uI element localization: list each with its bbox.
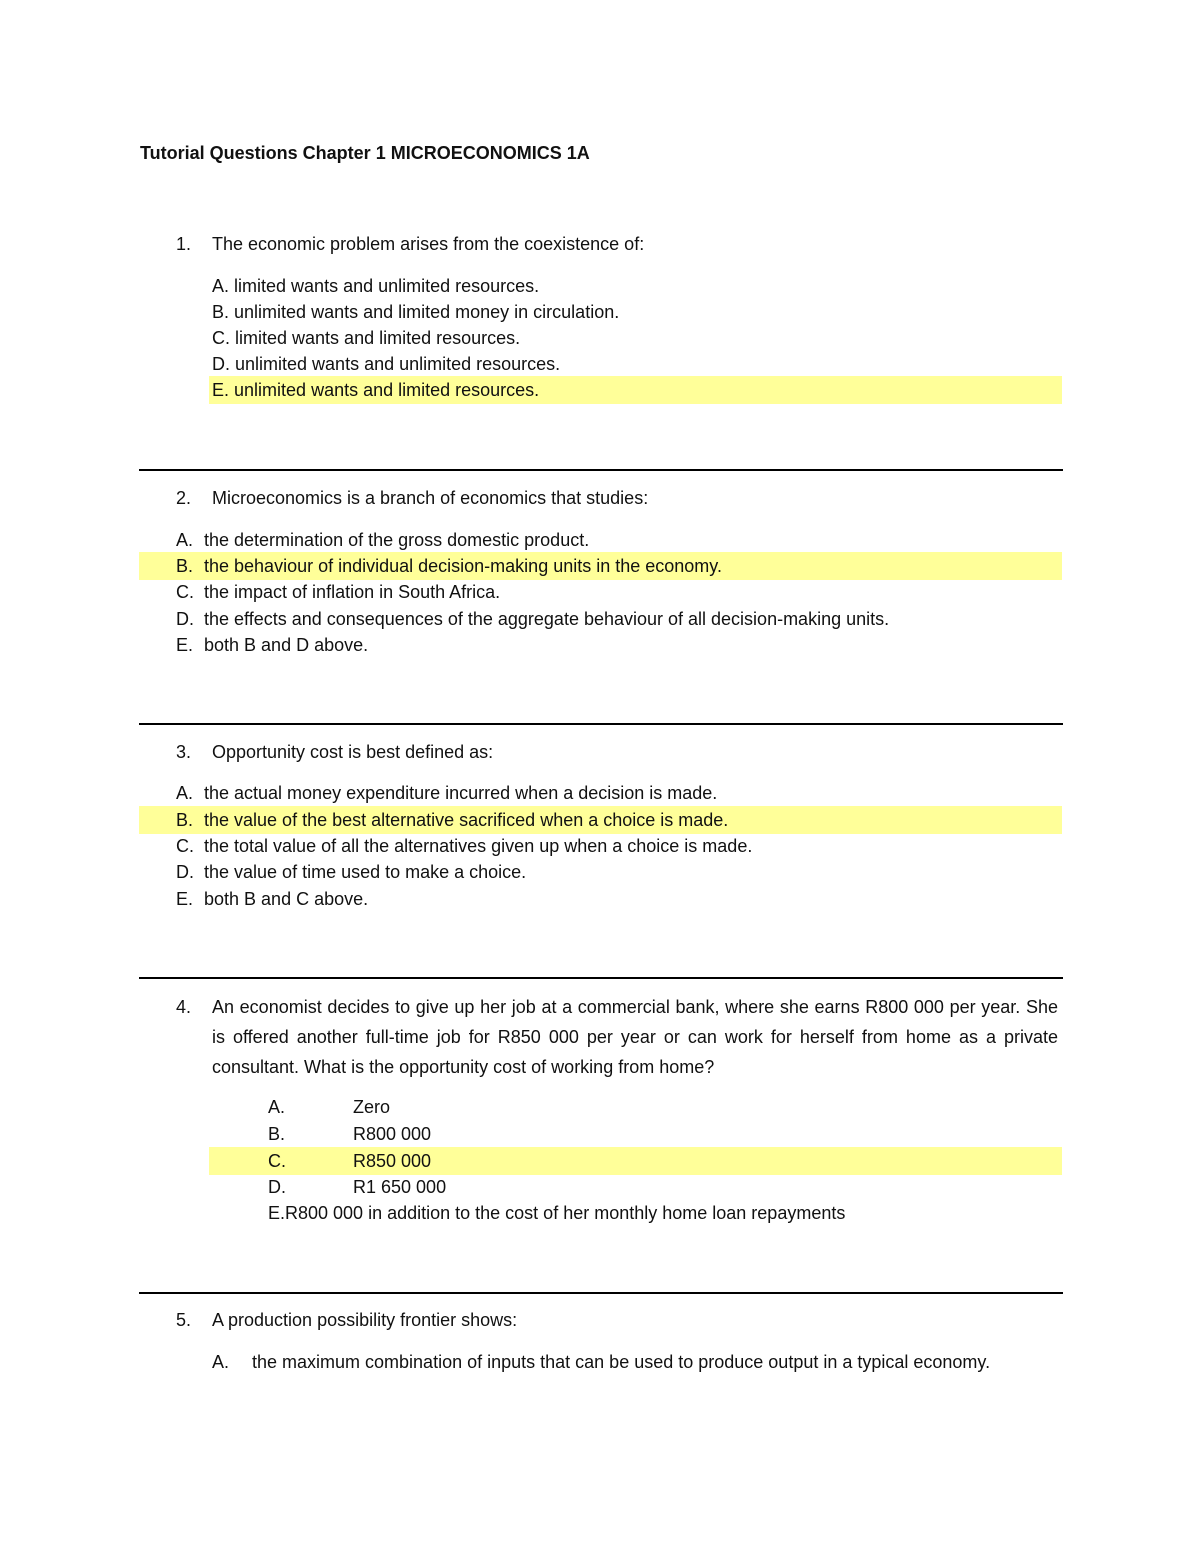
answer-option-correct: B. the behaviour of individual decision-making units in the economy.	[176, 556, 722, 576]
question-text: Microeconomics is a branch of economics that studies:	[212, 488, 649, 508]
answer-option-text: R800 000	[353, 1124, 432, 1144]
answer-option-letter: B.	[268, 1124, 286, 1144]
answer-option: A. the actual money expenditure incurred when a decision is made.	[176, 783, 718, 803]
question-text: A production possibility frontier shows:	[212, 1310, 518, 1330]
answer-option: D. the effects and consequences of the aggregate behaviour of all decision-making units.	[176, 609, 890, 629]
answer-option: D. unlimited wants and unlimited resources.	[212, 354, 561, 374]
question-number: 4.	[176, 997, 192, 1017]
question-text: Opportunity cost is best defined as:	[212, 742, 494, 762]
question-text: The economic problem arises from the coexistence of:	[212, 234, 645, 254]
question-number: 3.	[176, 742, 192, 762]
answer-option-letter-correct: C.	[268, 1151, 286, 1171]
question-text: An economist decides to give up her job at a commercial bank, where she earns R800 000 per year. She is offered another full-time job for R850 000 per year or can work for herself from home as a private consultant. What is the opportunity cost of working from home?	[212, 997, 1058, 1077]
answer-highlight	[209, 1147, 1062, 1175]
answer-option: A. limited wants and unlimited resources.	[212, 276, 540, 296]
answer-option-text: Zero	[353, 1097, 391, 1117]
answer-option-letter: D.	[268, 1177, 286, 1197]
answer-option: E. both B and C above.	[176, 889, 369, 909]
page-title: Tutorial Questions Chapter 1 MICROECONOMICS 1A	[140, 143, 590, 163]
question-number: 5.	[176, 1310, 192, 1330]
section-divider	[139, 1292, 1063, 1294]
section-divider	[139, 723, 1063, 725]
answer-option-text: the maximum combination of inputs that can be used to produce output in a typical economy.	[252, 1352, 991, 1372]
answer-option-text: R1 650 000	[353, 1177, 447, 1197]
answer-option-letter: A.	[212, 1352, 230, 1372]
section-divider	[139, 469, 1063, 471]
question-number: 2.	[176, 488, 192, 508]
answer-option: C. the impact of inflation in South Africa.	[176, 582, 501, 602]
answer-option: C. the total value of all the alternatives given up when a choice is made.	[176, 836, 753, 856]
answer-option: A. the determination of the gross domestic product.	[176, 530, 590, 550]
section-divider	[139, 977, 1063, 979]
answer-option-correct: B. the value of the best alternative sacrificed when a choice is made.	[176, 810, 729, 830]
answer-option-text-correct: R850 000	[353, 1151, 432, 1171]
answer-option: E. both B and D above.	[176, 635, 369, 655]
answer-option: C. limited wants and limited resources.	[212, 328, 521, 348]
answer-option: D. the value of time used to make a choice.	[176, 862, 527, 882]
answer-option: E.R800 000 in addition to the cost of her monthly home loan repayments	[268, 1203, 846, 1223]
answer-option-correct: E. unlimited wants and limited resources.	[212, 380, 540, 400]
answer-option: B. unlimited wants and limited money in circulation.	[212, 302, 620, 322]
question-number: 1.	[176, 234, 192, 254]
answer-option-letter: A.	[268, 1097, 286, 1117]
